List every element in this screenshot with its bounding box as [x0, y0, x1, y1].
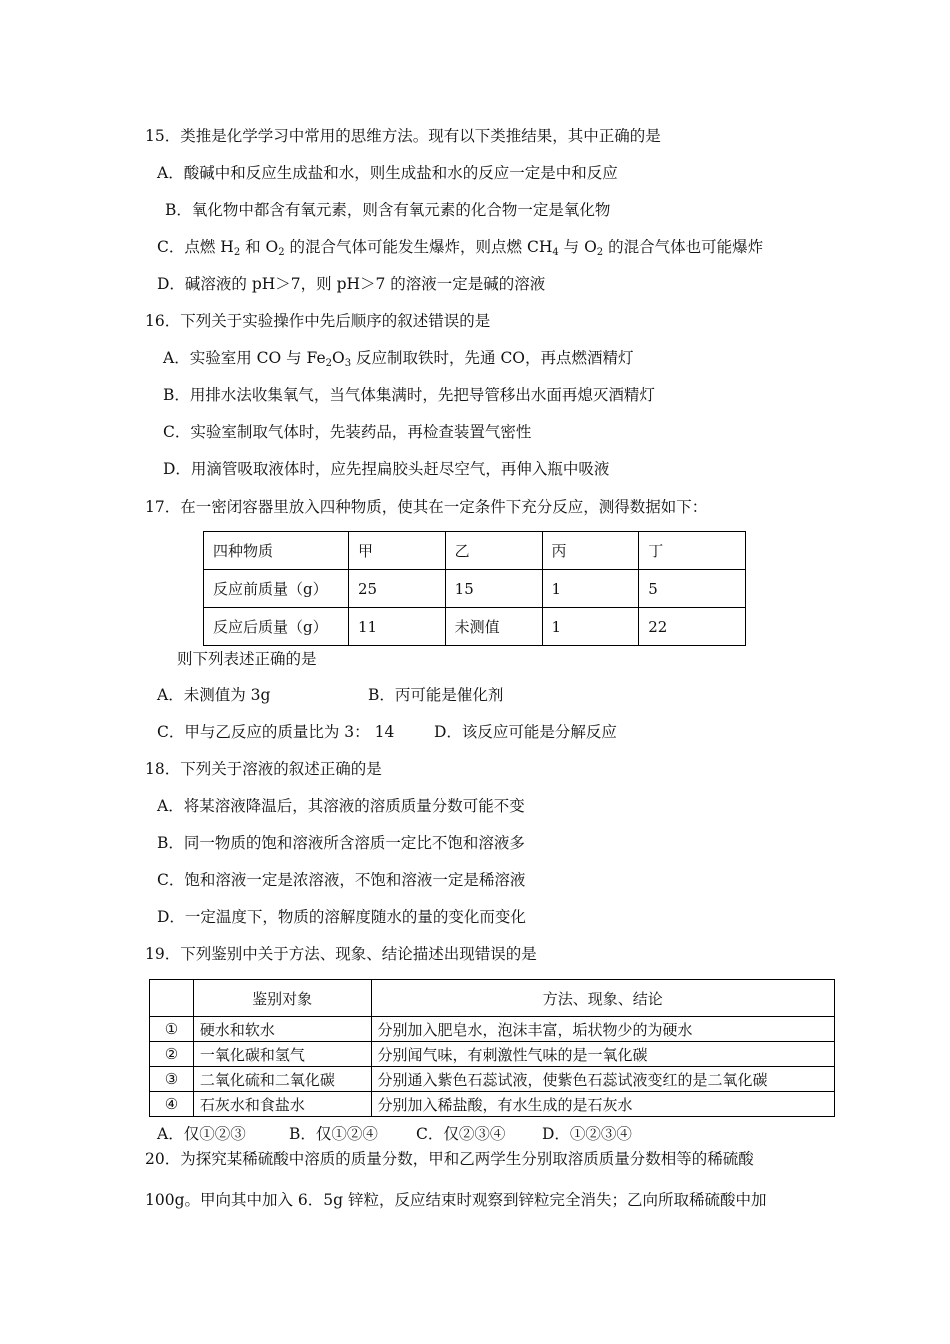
question-15-option-c — [157, 237, 763, 257]
q15c-sub-2: 2 — [278, 247, 285, 258]
table-cell: ③ — [150, 1067, 194, 1092]
table-cell: 反应前质量（g） — [204, 570, 349, 608]
question-16-option-a — [163, 348, 634, 368]
table-cell: 分别加入肥皂水，泡沫丰富，垢状物少的为硬水 — [371, 1017, 834, 1042]
table-cell: ② — [150, 1042, 194, 1067]
question-15-option-d: D．碱溶液的 pH＞7，则 pH＞7 的溶液一定是碱的溶液 — [157, 275, 546, 293]
table-cell: ① — [150, 1017, 194, 1042]
table-header-row — [150, 980, 835, 1017]
question-17-option-c: C．甲与乙反应的质量比为 3： 14 — [157, 723, 395, 741]
q15c-text-2: 和 O — [240, 238, 279, 256]
question-18-option-b: B．同一物质的饱和溶液所含溶质一定比不饱和溶液多 — [157, 834, 525, 852]
q16a-sub-2: 3 — [344, 358, 352, 369]
question-17-option-b: B．丙可能是催化剂 — [368, 686, 504, 704]
table-cell: 未测值 — [445, 608, 542, 646]
table-row — [150, 1067, 835, 1092]
table-cell: 甲 — [348, 532, 445, 570]
q16a-sub-1: 2 — [325, 358, 332, 369]
table-cell: 22 — [639, 608, 746, 646]
table-cell: 乙 — [445, 532, 542, 570]
question-19-option-a: A．仅①②③ — [157, 1125, 246, 1143]
question-18-stem: 18．下列关于溶液的叙述正确的是 — [145, 760, 382, 778]
table-cell: 四种物质 — [204, 532, 349, 570]
table-cell: 丁 — [639, 532, 746, 570]
table-row — [204, 532, 746, 570]
question-17-option-d: D．该反应可能是分解反应 — [434, 723, 617, 741]
table-cell: 15 — [445, 570, 542, 608]
question-19-stem: 19．下列鉴别中关于方法、现象、结论描述出现错误的是 — [145, 945, 537, 963]
table-cell: 丙 — [542, 532, 639, 570]
q15c-sub-3: 4 — [552, 247, 559, 258]
question-16-option-b: B．用排水法收集氧气，当气体集满时，先把导管移出水面再熄灭酒精灯 — [163, 386, 655, 404]
question-17-stem: 17．在一密闭容器里放入四种物质，使其在一定条件下充分反应，测得数据如下： — [145, 498, 708, 516]
question-19-option-b: B．仅①②④ — [289, 1125, 378, 1143]
question-15-option-a: A．酸碱中和反应生成盐和水，则生成盐和水的反应一定是中和反应 — [157, 164, 618, 182]
question-20-line-1: 20．为探究某稀硫酸中溶质的质量分数，甲和乙两学生分别取溶质质量分数相等的稀硫酸 — [145, 1150, 754, 1168]
table-cell: 11 — [348, 608, 445, 646]
table-cell: 分别加入稀盐酸，有水生成的是石灰水 — [371, 1092, 834, 1117]
q15c-text-3: 的混合气体可能发生爆炸，则点燃 CH — [284, 238, 553, 256]
q16a-text-3: 反应制取铁时，先通 CO，再点燃酒精灯 — [351, 349, 634, 367]
table-row — [204, 608, 746, 646]
question-17-data-table — [203, 531, 746, 646]
question-20-line-2: 100g。甲向其中加入 6．5g 锌粒，反应结束时观察到锌粒完全消失；乙向所取稀硫酸中加 — [145, 1191, 767, 1209]
table-header-cell — [150, 980, 194, 1017]
table-cell: 硬水和软水 — [193, 1017, 371, 1042]
table-cell: 1 — [542, 570, 639, 608]
table-row — [150, 1042, 835, 1067]
question-16-option-d: D．用滴管吸取液体时，应先捏扁胶头赶尽空气，再伸入瓶中吸液 — [163, 460, 610, 478]
table-header-cell: 鉴别对象 — [193, 980, 371, 1017]
question-17-prompt: 则下列表述正确的是 — [177, 650, 317, 668]
q16a-text-1: A．实验室用 CO 与 Fe — [163, 349, 326, 367]
table-cell: 石灰水和食盐水 — [193, 1092, 371, 1117]
table-row — [204, 570, 746, 608]
question-15-stem: 15．类推是化学学习中常用的思维方法。现有以下类推结果，其中正确的是 — [145, 127, 661, 145]
table-cell: 分别通入紫色石蕊试液，使紫色石蕊试液变红的是二氧化碳 — [371, 1067, 834, 1092]
q15c-sub-1: 2 — [233, 247, 241, 258]
question-18-option-a: A．将某溶液降温后，其溶液的溶质质量分数可能不变 — [157, 797, 525, 815]
table-cell: 25 — [348, 570, 445, 608]
table-cell: 一氧化碳和氢气 — [193, 1042, 371, 1067]
table-cell: 二氧化硫和二氧化碳 — [193, 1067, 371, 1092]
question-18-option-c: C．饱和溶液一定是浓溶液，不饱和溶液一定是稀溶液 — [157, 871, 526, 889]
table-cell: 1 — [542, 608, 639, 646]
table-cell: 分别闻气味，有刺激性气味的是一氧化碳 — [371, 1042, 834, 1067]
q15c-text-4: 与 O — [558, 238, 597, 256]
q15c-text-5: 的混合气体也可能爆炸 — [603, 238, 764, 256]
question-16-stem: 16．下列关于实验操作中先后顺序的叙述错误的是 — [145, 312, 491, 330]
question-17-option-a: A．未测值为 3g — [157, 686, 271, 704]
question-16-option-c: C．实验室制取气体时，先装药品，再检查装置气密性 — [163, 423, 532, 441]
q15c-sub-4: 2 — [596, 247, 604, 258]
table-row — [150, 1092, 835, 1117]
question-19-option-c: C．仅②③④ — [416, 1125, 506, 1143]
question-19-option-d: D．①②③④ — [542, 1125, 632, 1143]
q15c-text-1: C．点燃 H — [157, 238, 234, 256]
q16a-text-2: O — [332, 349, 345, 367]
question-18-option-d: D．一定温度下，物质的溶解度随水的量的变化而变化 — [157, 908, 526, 926]
question-15-option-b: B．氧化物中都含有氧元素，则含有氧元素的化合物一定是氧化物 — [165, 201, 611, 219]
table-cell: 反应后质量（g） — [204, 608, 349, 646]
table-cell: 5 — [639, 570, 746, 608]
table-row — [150, 1017, 835, 1042]
table-header-cell: 方法、现象、结论 — [371, 980, 834, 1017]
table-cell: ④ — [150, 1092, 194, 1117]
question-19-identification-table — [149, 979, 835, 1117]
